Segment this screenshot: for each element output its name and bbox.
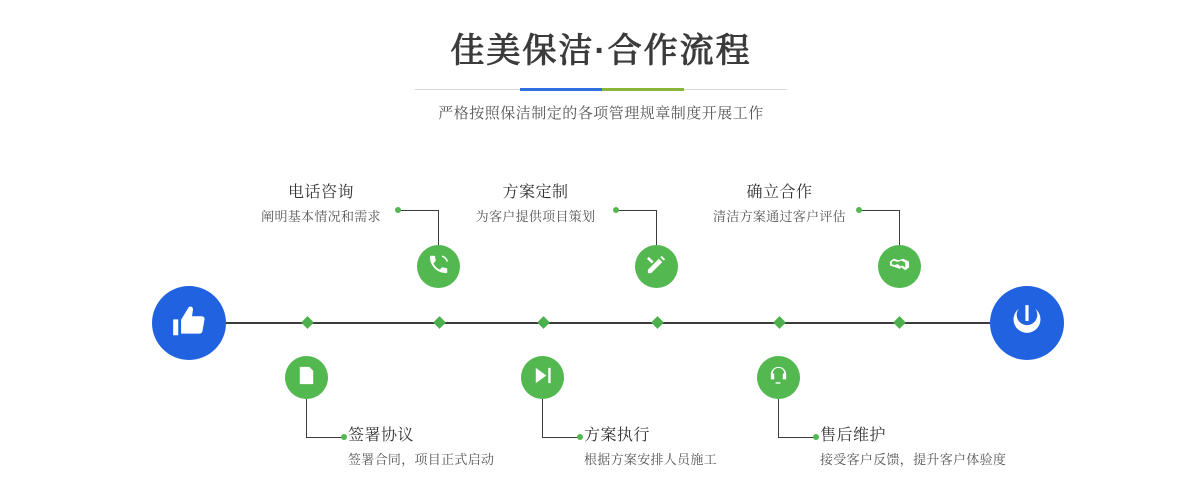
connector-dot: [341, 434, 347, 440]
axis-marker: [651, 316, 664, 329]
step-label-6: [702, 183, 857, 227]
phone-call-icon: [427, 253, 450, 281]
timeline-start-cap: [152, 286, 226, 360]
timeline-axis: [160, 322, 1045, 324]
connector-line: [859, 210, 899, 211]
thumbs-up-icon: [170, 302, 208, 345]
timeline-end-cap: [990, 286, 1064, 360]
play-forward-icon: [531, 364, 554, 392]
step-node-3[interactable]: [635, 245, 678, 288]
connector-line: [542, 437, 580, 438]
axis-marker: [301, 316, 314, 329]
page-title: 佳美保洁·合作流程: [450, 32, 752, 70]
step-title: 方案定制: [502, 184, 569, 201]
title-divider: [415, 88, 787, 91]
connector-line: [616, 210, 656, 211]
connector-line: [778, 399, 779, 437]
step-node-1[interactable]: [417, 245, 460, 288]
step-title: 确立合作: [746, 184, 813, 201]
step-desc: 为客户提供项目策划: [475, 209, 596, 224]
step-node-6[interactable]: [878, 245, 921, 288]
divider-line-blue: [520, 88, 602, 91]
timeline: [0, 150, 1202, 502]
axis-marker: [773, 316, 786, 329]
power-icon: [1008, 302, 1046, 345]
connector-line: [306, 399, 307, 437]
step-label-3: [458, 183, 613, 227]
connector-line: [542, 399, 543, 437]
connector-line: [899, 210, 900, 245]
axis-marker: [433, 316, 446, 329]
page-subtitle: 严格按照保洁制定的各项管理规章制度开展工作: [438, 105, 764, 122]
connector-line: [656, 210, 657, 245]
step-desc: 签署合同，项目正式启动: [348, 452, 495, 467]
step-desc: 清洁方案通过客户评估: [712, 209, 846, 224]
step-desc: 阐明基本情况和需求: [261, 209, 381, 224]
step-title: 方案执行: [584, 427, 651, 444]
step-node-4[interactable]: [521, 356, 564, 399]
headset-support-icon: [767, 364, 790, 392]
connector-dot: [613, 207, 619, 213]
connector-dot: [577, 434, 583, 440]
step-label-2: [348, 426, 548, 470]
step-title: 电话咨询: [287, 184, 354, 201]
connector-line: [778, 437, 816, 438]
document-edit-icon: [295, 364, 318, 392]
step-label-4: [584, 426, 804, 470]
divider-line-green: [602, 88, 684, 91]
step-title: 售后维护: [820, 427, 887, 444]
pencil-ruler-icon: [645, 253, 668, 281]
axis-marker: [537, 316, 550, 329]
step-node-2[interactable]: [285, 356, 328, 399]
step-label-1: [246, 183, 396, 227]
step-node-5[interactable]: [757, 356, 800, 399]
step-desc: 根据方案安排人员施工: [584, 452, 718, 467]
header: [0, 28, 1202, 123]
connector-line: [438, 210, 439, 245]
step-label-5: [820, 426, 1080, 470]
handshake-icon: [888, 253, 911, 281]
step-title: 签署协议: [348, 427, 415, 444]
step-desc: 接受客户反馈，提升客户体验度: [820, 452, 1007, 467]
connector-dot: [813, 434, 819, 440]
axis-marker: [893, 316, 906, 329]
connector-line: [306, 437, 344, 438]
connector-line: [398, 210, 438, 211]
